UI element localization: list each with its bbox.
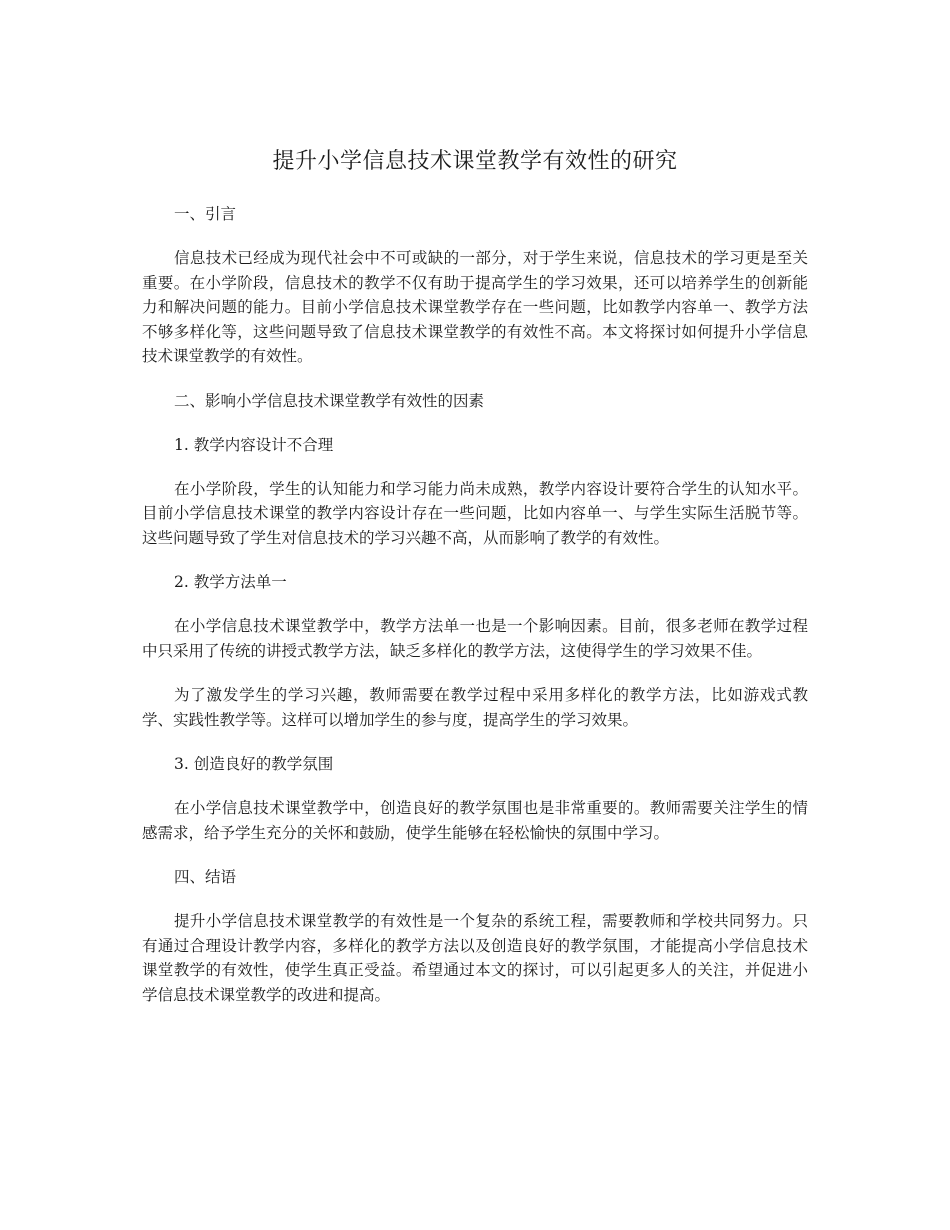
document-body (142, 146, 808, 1027)
document-title: 提升小学信息技术课堂教学有效性的研究 (272, 149, 678, 174)
subheading-teaching-methods: 2. 教学方法单一 (174, 573, 287, 591)
paragraph-conclusion: 提升小学信息技术课堂教学的有效性是一个复杂的系统工程，需要教师和学校共同努力。只有通过合理设计教学内容，多样化的教学方法以及创造良好的教学氛围，才能提高小学信息技术课堂教学的有效性，使学生真正受益。希望通过本文的探讨，可以引起更多人的关注，并促进小学信息技术课堂教学的改进和提高。 (142, 912, 808, 1004)
section-heading-factors: 二、影响小学信息技术课堂教学有效性的因素 (174, 391, 485, 410)
section-heading-introduction: 一、引言 (174, 205, 237, 223)
paragraph-teaching-methods: 在小学信息技术课堂教学中，教学方法单一也是一个影响因素。目前，很多老师在教学过程中只采用了传统的讲授式教学方法，缺乏多样化的教学方法，这使得学生的学习效果不佳。 (142, 617, 808, 660)
paragraph-atmosphere: 在小学信息技术课堂教学中，创造良好的教学氛围也是非常重要的。教师需要关注学生的情感需求，给予学生充分的关怀和鼓励，使学生能够在轻松愉快的氛围中学习。 (142, 799, 808, 842)
subheading-atmosphere: 3. 创造良好的教学氛围 (174, 755, 334, 773)
paragraph-diverse-methods: 为了激发学生的学习兴趣，教师需要在教学过程中采用多样化的教学方法，比如游戏式教学、实践性教学等。这样可以增加学生的参与度，提高学生的学习效果。 (142, 686, 808, 729)
paragraph-introduction: 信息技术已经成为现代社会中不可或缺的一部分，对于学生来说，信息技术的学习更是至关重要。在小学阶段，信息技术的教学不仅有助于提高学生的学习效果，还可以培养学生的创新能力和解决问题的能力。目前小学信息技术课堂教学存在一些问题，比如教学内容单一、教学方法不够多样化等，这些问题导致了信息技术课堂教学的有效性不高。本文将探讨如何提升小学信息技术课堂教学的有效性。 (142, 249, 808, 365)
section-heading-conclusion: 四、结语 (174, 868, 237, 886)
paragraph-content-design: 在小学阶段，学生的认知能力和学习能力尚未成熟，教学内容设计要符合学生的认知水平。目前小学信息技术课堂的教学内容设计存在一些问题，比如内容单一、与学生实际生活脱节等。这些问题导致了学生对信息技术的学习兴趣不高，从而影响了教学的有效性。 (142, 479, 808, 547)
subheading-content-design: 1. 教学内容设计不合理 (174, 435, 334, 454)
